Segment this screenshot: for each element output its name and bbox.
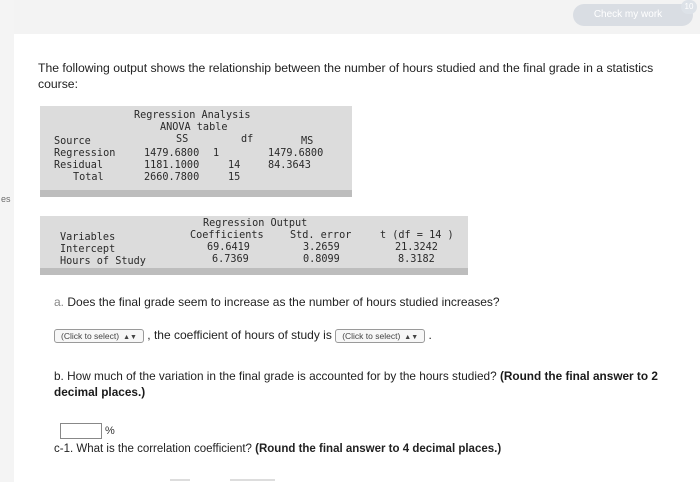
chevron-updown-icon: ▲▼ — [123, 333, 137, 341]
anova-row-source: Total — [73, 172, 104, 183]
regression-row-t: 8.3182 — [398, 254, 435, 265]
anova-row-ms: 84.3643 — [268, 160, 311, 171]
question-a-answer-row — [54, 328, 432, 343]
anova-header-ss: SS — [176, 134, 189, 145]
problem-intro: The following output shows the relationship between the number of hours studied and the final grade in a statistics course: — [38, 61, 654, 91]
select-2-value: (Click to select) — [342, 330, 401, 341]
anova-row-ms: 1479.6800 — [268, 148, 324, 159]
question-b-text: b. How much of the variation in the final grade is accounted for by the hours studied? — [54, 369, 497, 383]
question-a-middle-text: , the coefficient of hours of study is — [147, 328, 332, 342]
cut-off-input-hint — [170, 474, 290, 482]
regression-table-band — [40, 268, 468, 275]
anova-table-band — [40, 190, 352, 197]
question-a — [54, 295, 500, 309]
anova-row-df: 1 — [213, 148, 220, 159]
regression-header-std-error: Std. error — [290, 230, 352, 241]
anova-row-ss: 2660.7800 — [144, 172, 200, 183]
regression-row-std-error: 3.2659 — [303, 242, 340, 253]
select-1-value: (Click to select) — [61, 330, 120, 341]
anova-row-source: Regression — [54, 148, 116, 159]
question-a-prefix: a. — [54, 295, 65, 309]
answer-b-input[interactable] — [60, 423, 102, 439]
question-b — [54, 368, 684, 400]
anova-row-source: Residual — [54, 160, 104, 171]
answer-a-select-1[interactable] — [54, 329, 144, 343]
regression-header-coefficients: Coefficients — [190, 230, 264, 241]
anova-subtitle: ANOVA table — [160, 122, 228, 133]
percent-unit: % — [105, 424, 115, 437]
answer-a-select-2[interactable] — [335, 329, 425, 343]
anova-header-source: Source — [54, 136, 91, 147]
question-b-instruction: (Round the final answer to 2 decimal places.) — [54, 369, 658, 399]
anova-header-df: df — [241, 134, 254, 145]
regression-row-coefficient: 69.6419 — [207, 242, 250, 253]
regression-title: Regression Output — [203, 218, 308, 229]
check-my-work-button[interactable]: Check my work — [573, 4, 693, 26]
anova-header-ms: MS — [301, 136, 314, 147]
regression-row-coefficient: 6.7369 — [212, 254, 249, 265]
side-panel-label: es — [1, 194, 11, 204]
attempt-count-badge: 10 — [681, 0, 697, 14]
answer-b-row — [60, 422, 115, 440]
anova-row-df: 14 — [228, 160, 241, 171]
question-a-end-text: . — [428, 328, 432, 342]
regression-row-t: 21.3242 — [395, 242, 438, 253]
regression-header-t: t (df = 14 ) — [380, 230, 454, 241]
chevron-updown-icon: ▲▼ — [404, 333, 419, 341]
regression-row-std-error: 0.8099 — [303, 254, 340, 265]
anova-row-df: 15 — [228, 172, 241, 183]
question-c1 — [54, 443, 501, 455]
question-a-text: Does the final grade seem to increase as the number of hours studied increases? — [67, 295, 500, 309]
anova-row-ss: 1181.1000 — [144, 160, 200, 171]
question-c1-instruction: (Round the final answer to 4 decimal places.) — [255, 443, 502, 455]
regression-row-variable: Intercept — [60, 244, 116, 255]
anova-row-ss: 1479.6800 — [144, 148, 200, 159]
regression-row-variable: Hours of Study — [60, 256, 146, 267]
question-c1-text: c-1. What is the correlation coefficient? — [54, 443, 252, 455]
left-panel-edge — [0, 0, 14, 482]
regression-header-variables: Variables — [60, 232, 116, 243]
anova-title: Regression Analysis — [134, 110, 251, 121]
